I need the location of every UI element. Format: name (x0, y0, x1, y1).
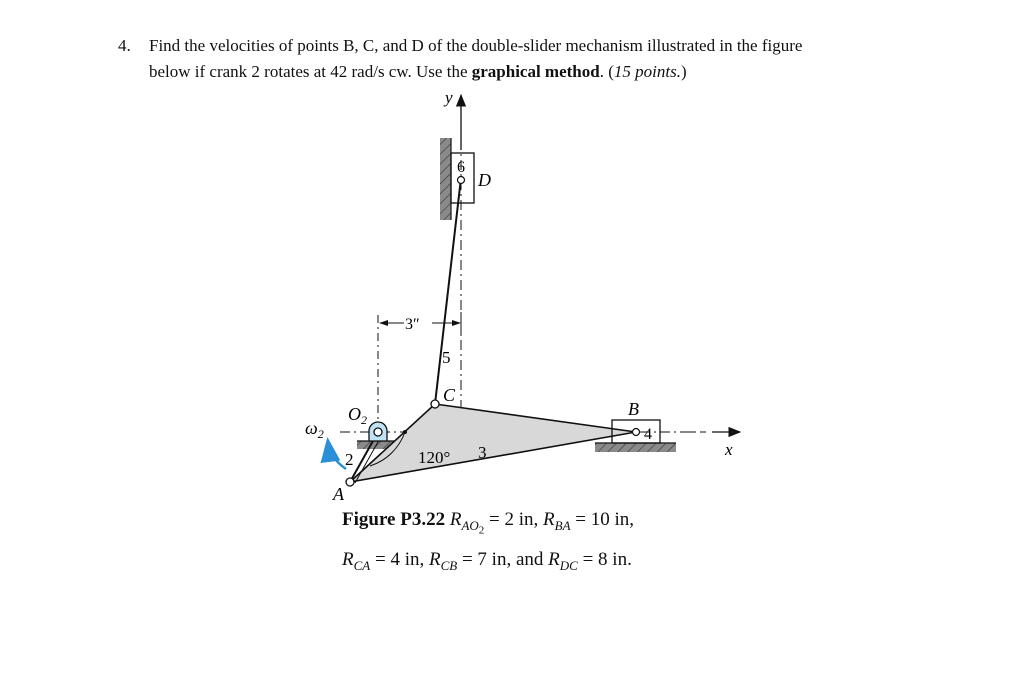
r-ba-sub: BA (554, 517, 571, 533)
link-6-label: 6 (457, 159, 465, 176)
pin-c (431, 400, 439, 408)
points-value: 15 points. (613, 62, 681, 81)
r-cb-sub: CB (440, 558, 458, 574)
link-4-label: 4 (644, 426, 652, 443)
omega-rotation-arrow-icon (328, 442, 346, 469)
pin-d (458, 177, 465, 184)
r-ca-symbol: R (342, 549, 354, 571)
r-ao2-subsub: 2 (478, 524, 485, 537)
o2-pivot (369, 422, 387, 441)
r-ao2-value: = 2 in, (484, 509, 544, 530)
x-axis-label: x (725, 440, 733, 459)
r-cb-value: = 7 in, and (457, 549, 549, 571)
problem-line-2-pre: below if crank 2 rotates at 42 rad/s cw. Use the (149, 62, 472, 81)
point-a-label: A (333, 484, 344, 504)
problem-line-1: Find the velocities of points B, C, and D of the double-slider mechanism illustrated in the figure (149, 36, 803, 55)
dimension-label: 3″ (405, 316, 420, 333)
r-ao2-symbol: R (449, 509, 462, 530)
r-ca-sub: CA (353, 558, 371, 574)
link-5-label: 5 (442, 348, 451, 367)
y-axis-label: y (445, 88, 453, 107)
point-c-label: C (443, 385, 456, 405)
r-ba-symbol: R (543, 509, 555, 530)
o2-label: $O_2$ (348, 404, 367, 427)
problem-number: 4. (118, 36, 131, 55)
link-3-label: 3 (478, 443, 487, 462)
dimension-3in (380, 312, 461, 334)
link-3-triangle (350, 404, 636, 482)
figure-caption (342, 505, 634, 580)
graphical-method-emphasis: graphical method (471, 62, 600, 81)
r-dc-value: = 8 in. (577, 549, 632, 571)
r-ca-value: = 4 in, (370, 549, 429, 571)
problem-line-2-mid: . ( (599, 62, 614, 81)
wall-ground-hatch (440, 138, 451, 220)
r-ao2-sub: AO (461, 517, 479, 533)
pin-b (633, 429, 640, 436)
omega-label: $\omega_2$ (305, 418, 324, 441)
point-d-label: D (478, 170, 491, 190)
pin-a (346, 478, 354, 486)
floor-ground-hatch (595, 443, 676, 452)
angle-label: 120° (418, 448, 451, 467)
caption-title: Figure P3.22 (342, 509, 446, 530)
point-b-label: B (628, 399, 639, 419)
link-2-label: 2 (345, 450, 354, 469)
r-dc-sub: DC (559, 558, 578, 574)
problem-line-2-post: ) (680, 62, 687, 81)
r-cb-symbol: R (428, 549, 441, 571)
r-dc-symbol: R (548, 549, 560, 571)
r-ba-value: = 10 in, (570, 509, 635, 530)
